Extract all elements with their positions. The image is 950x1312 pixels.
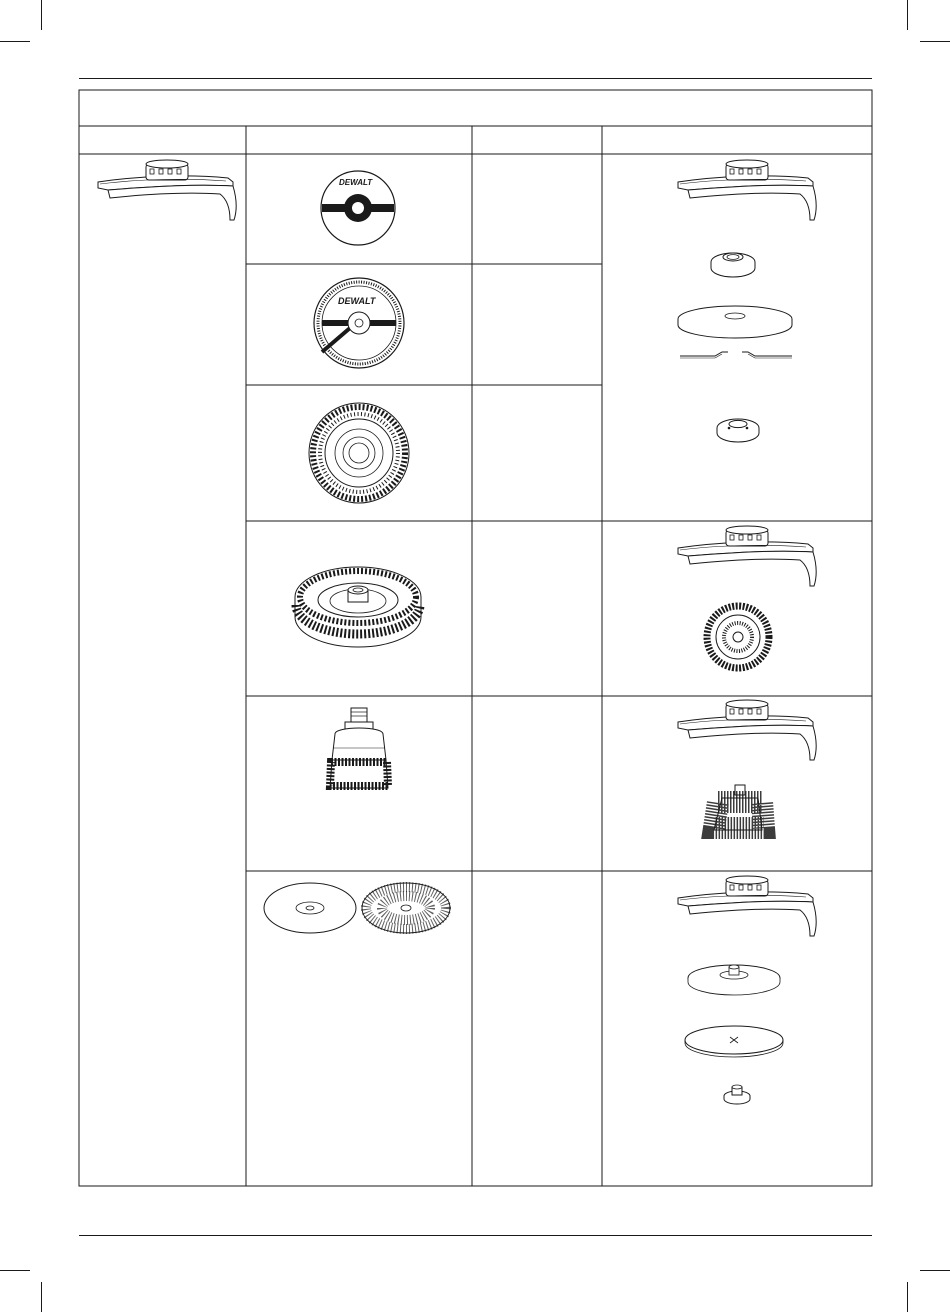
spacer-plate-icon (678, 306, 792, 358)
wire-wheel-icon (295, 567, 421, 647)
backing-pad-icon (688, 965, 780, 995)
sanding-discs-icon (264, 883, 450, 933)
grinder-guard-icon (678, 160, 816, 220)
lock-nut-icon (717, 419, 759, 442)
grinder-guard-icon (678, 700, 816, 760)
grinder-guard-icon (98, 160, 236, 220)
cup-brush-icon (714, 785, 764, 830)
clamp-nut-icon (724, 1085, 750, 1104)
wheel-logo-1: DEWALT (339, 178, 373, 187)
stringer-brush-icon (309, 403, 409, 503)
grinder-guard-icon (678, 526, 816, 586)
grinder-guard-icon (678, 876, 816, 936)
cutting-wheel-icon (314, 278, 404, 368)
wheel-logo-2: DEWALT (338, 296, 376, 306)
stringer-brush-icon (707, 606, 769, 668)
sanding-discs-icon (685, 1026, 783, 1057)
backing-flange-icon (711, 253, 755, 277)
cup-brush-icon (330, 708, 388, 788)
